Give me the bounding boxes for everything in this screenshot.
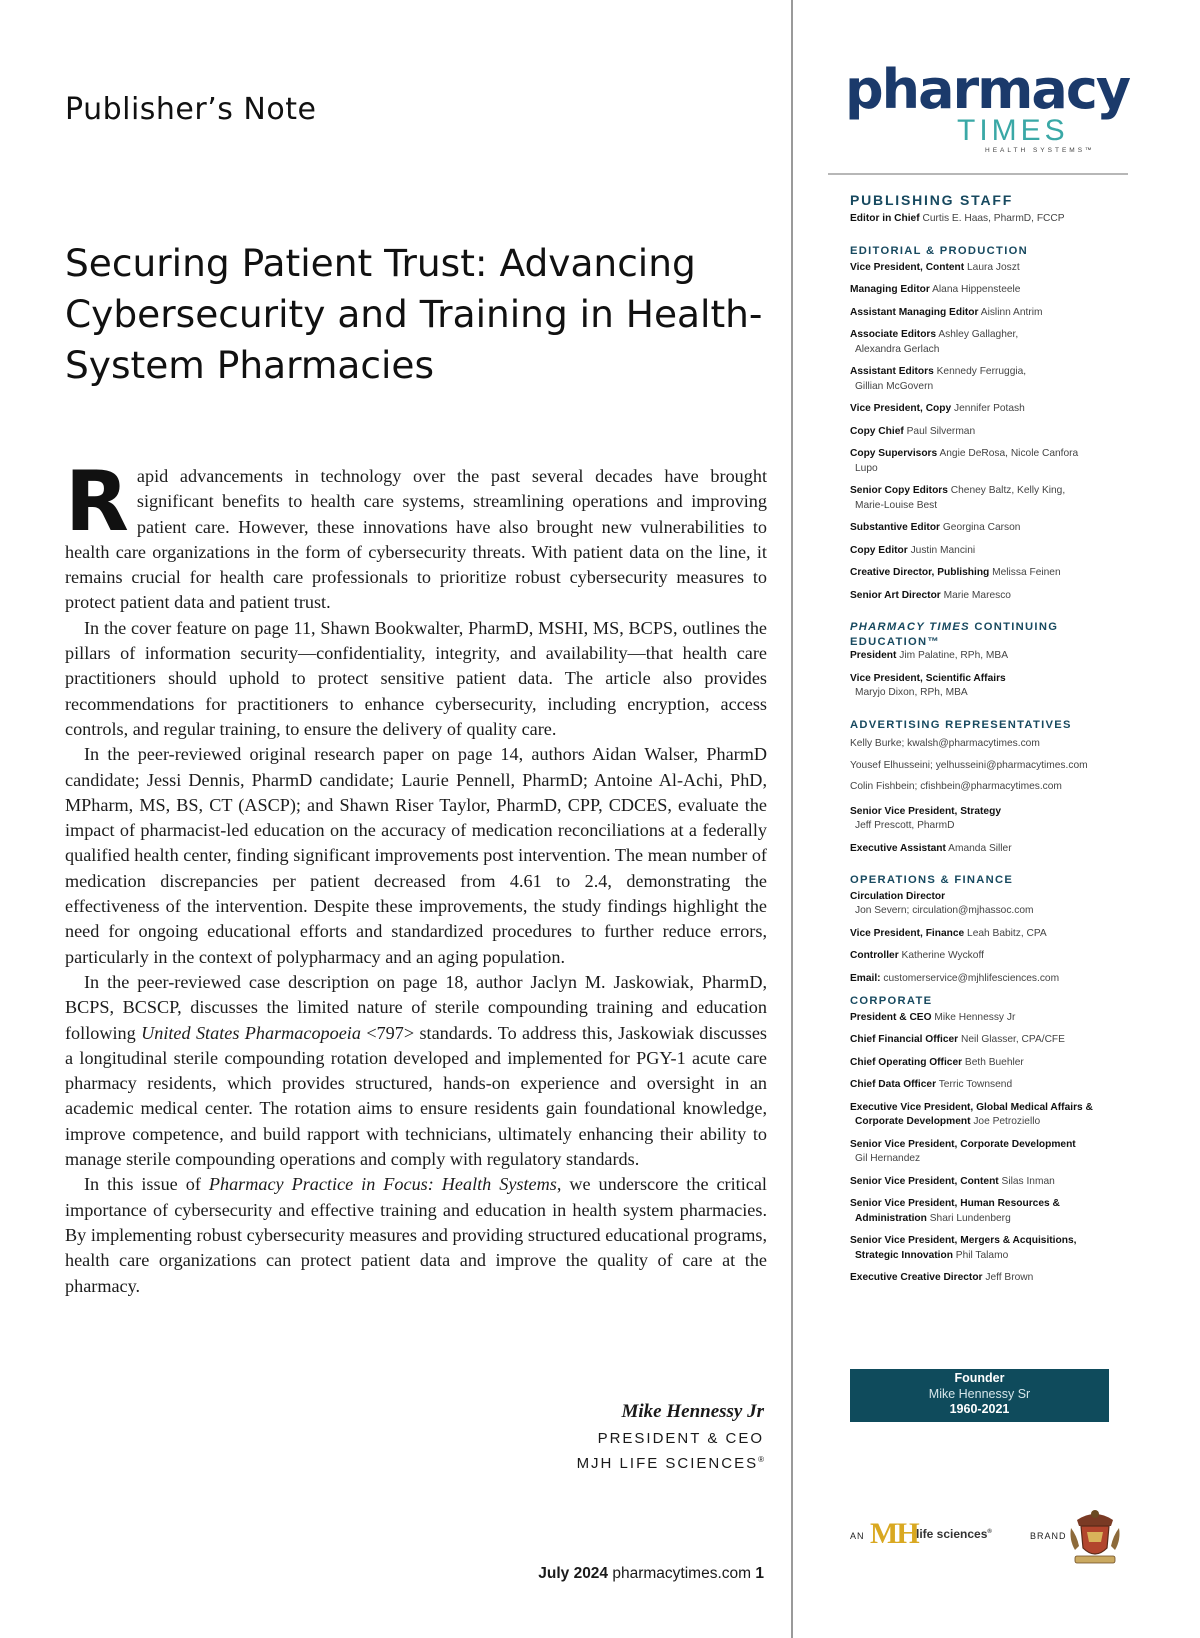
entry-name: Joe Petroziello <box>973 1116 1041 1127</box>
entry-name: Marie Maresco <box>943 589 1011 601</box>
masthead-entry <box>850 425 1150 440</box>
entry-role: Senior Art Director <box>850 589 941 601</box>
entry-role: Vice President, Copy <box>850 403 952 414</box>
entry-role: Copy Editor <box>850 544 908 556</box>
entry-name-line2: Gil Hernandez <box>855 1153 921 1164</box>
publishing-staff-heading: PUBLISHING STAFF <box>850 192 1014 208</box>
masthead-entry <box>850 1101 1150 1130</box>
entry-name: Silas Inman <box>1001 1175 1055 1187</box>
founder-name: Mike Hennessy Sr <box>928 1386 1031 1401</box>
paragraph-5-text-b: , we underscore the critical importance of cybersecurity and effective training and education in health system pharmacies. By implementing robust cybersecurity measures and providing structured educational programs, health care organizations can protect patient data and improve the quality of care at the pharmacy. <box>65 1174 767 1296</box>
entry-name: Katherine Wyckoff <box>901 950 984 961</box>
footer-site: pharmacytimes.com <box>612 1565 752 1582</box>
advertising-contact: Yousef Elhusseini; yelhusseini@pharmacytimes.com <box>850 759 1088 771</box>
masthead-entry <box>850 842 1150 857</box>
registered-mark: ® <box>758 1455 764 1464</box>
masthead-entry <box>850 805 1150 834</box>
entry-role: Senior Vice President, Strategy <box>850 805 1001 817</box>
logo-times-word: TIMES <box>957 114 1069 147</box>
paragraph-5-text-a: In this issue of <box>84 1174 209 1195</box>
entry-role: Circulation Director <box>850 890 946 902</box>
life-sciences-text: life sciences <box>916 1527 988 1541</box>
entry-role-line2: Administration <box>855 1212 927 1224</box>
entry-role: Vice President, Content <box>850 261 965 273</box>
entry-role: Senior Vice President, Mergers & Acquisitions, <box>850 1235 1077 1246</box>
entry-role-line2: Corporate Development <box>855 1116 971 1127</box>
entry-role: President & CEO <box>850 1011 932 1023</box>
page-footer <box>538 1565 764 1583</box>
masthead-entry <box>850 1033 1150 1048</box>
entry-role: Substantive Editor <box>850 522 941 533</box>
entry-role: Chief Financial Officer <box>850 1034 959 1045</box>
masthead-entry <box>850 949 1150 964</box>
footer-page-number: 1 <box>755 1565 764 1582</box>
entry-name: Jeff Brown <box>985 1272 1034 1283</box>
entry-role: Assistant Managing Editor <box>850 306 979 318</box>
entry-name-line2: Lupo <box>855 462 878 474</box>
ce-heading-italic: PHARMACY TIMES <box>850 621 970 633</box>
masthead-entry <box>850 1078 1150 1093</box>
masthead-entry <box>850 402 1150 417</box>
signature-title: PRESIDENT & CEO <box>597 1430 764 1447</box>
entry-name-line2: Gillian McGovern <box>855 380 934 392</box>
entry-name: Angie DeRosa, Nicole Canfora <box>939 448 1079 459</box>
logo-pharmacy-word: pharmacy <box>845 58 1130 121</box>
entry-name-line2: Marie-Louise Best <box>855 499 938 511</box>
masthead-entry <box>850 972 1150 987</box>
editorial-heading: EDITORIAL & PRODUCTION <box>850 245 1028 257</box>
masthead-entry <box>850 589 1150 604</box>
entry-name-line2: Jeff Prescott, PharmD <box>855 820 955 831</box>
masthead-entry <box>850 1011 1150 1026</box>
entry-role: Vice President, Finance <box>850 927 965 939</box>
brand-reg-mark: ® <box>987 1529 992 1535</box>
masthead-entry <box>850 1056 1150 1071</box>
brand-an: AN <box>850 1531 865 1541</box>
entry-role: Senior Vice President, Corporate Development <box>850 1138 1076 1150</box>
paragraph-4-italic: United States Pharmacopoeia <box>141 1022 361 1043</box>
paragraph-1 <box>65 453 767 616</box>
founder-label: Founder <box>954 1371 1005 1385</box>
masthead-entry <box>850 328 1150 357</box>
advertising-roles <box>850 805 1150 857</box>
editorial-list <box>850 261 1150 604</box>
ce-heading-line2: EDUCATION™ <box>850 635 940 648</box>
entry-role: Copy Supervisors <box>850 448 938 459</box>
masthead-entry <box>850 283 1150 298</box>
masthead-entry <box>850 1197 1150 1226</box>
entry-role: Associate Editors <box>850 329 937 340</box>
entry-role: Copy Chief <box>850 425 904 437</box>
founder-box <box>850 1369 1109 1422</box>
entry-name: Leah Babitz, CPA <box>967 927 1047 939</box>
entry-name: Laura Joszt <box>967 261 1020 273</box>
ce-list <box>850 649 1150 701</box>
operations-heading: OPERATIONS & FINANCE <box>850 874 1014 886</box>
entry-role: Executive Vice President, Global Medical Affairs & <box>850 1101 1093 1113</box>
paragraph-5-italic: Pharmacy Practice in Focus: Health Systems <box>208 1174 557 1195</box>
entry-name: Mike Hennessy Jr <box>934 1011 1016 1023</box>
paragraph-2: In the cover feature on page 11, Shawn Bookwalter, PharmD, MSHI, MS, BCPS, outlines the pillars of information security—confidentiality, integrity, and availability—that health care practitioners should uphold to protect sensitive patient data. The article also provides recommendations for practitioners to enhance cybersecurity, including encryption, access controls, and regular training, to ensure the delivery of quality care. <box>65 617 767 739</box>
editor-in-chief-role: Editor in Chief <box>850 212 920 224</box>
entry-name: Melissa Feinen <box>992 567 1061 578</box>
entry-role: Senior Vice President, Human Resources & <box>850 1198 1060 1209</box>
masthead-entry <box>850 261 1150 276</box>
entry-role: President <box>850 650 897 661</box>
article-body <box>65 453 767 1299</box>
masthead-entry <box>850 1271 1150 1286</box>
entry-name: Amanda Siller <box>948 842 1012 854</box>
ce-heading-rest: CONTINUING <box>974 621 1059 633</box>
advertising-heading: ADVERTISING REPRESENTATIVES <box>850 718 1072 731</box>
drop-cap: R <box>65 453 129 550</box>
section-kicker: Publisher’s Note <box>65 92 317 127</box>
entry-name: Kennedy Ferruggia, <box>936 366 1027 377</box>
advertising-contact: Kelly Burke; kwalsh@pharmacytimes.com <box>850 738 1040 749</box>
pharmacy-times-logo <box>845 58 1130 154</box>
entry-name: Terric Townsend <box>938 1079 1013 1090</box>
entry-role: Controller <box>850 950 899 961</box>
entry-role: Creative Director, Publishing <box>850 567 990 578</box>
paragraph-5 <box>65 1172 767 1298</box>
masthead-entry <box>850 649 1150 664</box>
entry-role: Senior Copy Editors <box>850 485 948 496</box>
masthead-entry <box>850 521 1150 536</box>
masthead-column <box>793 0 1200 1638</box>
signature-company <box>364 1455 764 1472</box>
masthead-entry <box>850 447 1150 476</box>
corporate-list <box>850 1011 1150 1286</box>
entry-name-line2: Maryjo Dixon, RPh, MBA <box>855 687 968 698</box>
paragraph-4 <box>65 970 767 1172</box>
article-headline: Securing Patient Trust: Advancing Cybersecurity and Training in Health-System Pharmacies <box>65 241 763 387</box>
entry-name: Paul Silverman <box>906 425 976 437</box>
entry-name-line2: Alexandra Gerlach <box>855 343 940 355</box>
logo-health-systems: HEALTH SYSTEMS™ <box>985 147 1095 154</box>
entry-role-line2: Strategic Innovation <box>855 1249 953 1261</box>
signature-company-text: MJH LIFE SCIENCES <box>576 1455 759 1472</box>
entry-role: Chief Data Officer <box>850 1079 937 1090</box>
entry-role: Executive Assistant <box>850 842 946 854</box>
entry-name: Jim Palatine, RPh, MBA <box>899 650 1008 661</box>
entry-name: Aislinn Antrim <box>980 306 1043 318</box>
entry-name: Phil Talamo <box>955 1249 1009 1261</box>
entry-role: Senior Vice President, Content <box>850 1175 999 1187</box>
masthead-entry <box>850 927 1150 942</box>
operations-list <box>850 890 1150 987</box>
entry-name: Georgina Carson <box>942 522 1021 533</box>
masthead-entry <box>850 566 1150 581</box>
founder-years: 1960-2021 <box>949 1402 1010 1416</box>
ce-heading <box>850 620 1150 649</box>
entry-role: Assistant Editors <box>850 366 934 377</box>
entry-name: Neil Glasser, CPA/CFE <box>960 1034 1065 1045</box>
mh-logo: MH <box>870 1517 918 1550</box>
logo-divider <box>828 173 1128 175</box>
editor-in-chief-name: Curtis E. Haas, PharmD, FCCP <box>922 212 1065 224</box>
entry-name: Jennifer Potash <box>954 403 1025 414</box>
paragraph-3: In the peer-reviewed original research paper on page 14, authors Aidan Walser, PharmD candidate; Jessi Dennis, PharmD candidate; Laurie Pennell, PharmD; Antoine Al-Achi, PhD, MPharm, MS, BS, CT (ASCP); and Shawn Riser Taylor, PharmD, CPP, CDCES, evaluate the impact of pharmacist-led education on the accuracy of medication reconciliations at a federally qualified health center, finding significant improvements post intervention. The mean number of medication discrepancies per patient decreased from 4.61 to 2.4, demonstrating the effectiveness of the intervention. Despite these improvements, the study findings highlight the need for ongoing educational efforts and standardized procedures to further reduce errors, particularly in the context of polypharmacy and an aging population. <box>65 744 767 967</box>
entry-name: Cheney Baltz, Kelly King, <box>950 485 1066 496</box>
corporate-heading: CORPORATE <box>850 995 933 1007</box>
brand-word: BRAND <box>1030 1531 1067 1541</box>
masthead-list <box>850 193 1150 1286</box>
entry-name: Alana Hippensteele <box>932 284 1021 295</box>
entry-role: Managing Editor <box>850 284 930 295</box>
entry-role: Chief Operating Officer <box>850 1056 963 1068</box>
masthead-entry <box>850 365 1150 394</box>
entry-role: Vice President, Scientific Affairs <box>850 672 1006 684</box>
masthead-entry <box>850 890 1150 919</box>
entry-name: Justin Mancini <box>910 544 976 556</box>
masthead-entry <box>850 1175 1150 1190</box>
paragraph-4-text-a: In the peer-reviewed case description on page 18, author Jaclyn M. Jaskowiak, PharmD, BCPS, BCSCP, discusses the limited nature of sterile compounding training and education following <box>65 971 767 1043</box>
entry-role: Executive Creative Director <box>850 1272 983 1283</box>
signature-name: Mike Hennessy Jr <box>621 1401 764 1422</box>
masthead-entry <box>850 1234 1150 1263</box>
family-crest-icon <box>1067 1506 1123 1568</box>
masthead-entry <box>850 306 1150 321</box>
masthead-entry <box>850 544 1150 559</box>
editor-in-chief <box>850 212 1150 227</box>
entry-name: Ashley Gallagher, <box>938 329 1019 340</box>
footer-date: July 2024 <box>538 1565 609 1582</box>
entry-name: Shari Lundenberg <box>929 1212 1011 1224</box>
advertising-contact: Colin Fishbein; cfishbein@pharmacytimes.com <box>850 781 1062 792</box>
masthead-entry <box>850 672 1150 701</box>
masthead-entry <box>850 1138 1150 1167</box>
entry-role: Email: <box>850 972 881 984</box>
brand-life-sciences <box>916 1527 992 1541</box>
masthead-entry <box>850 484 1150 513</box>
paragraph-1-text: apid advancements in technology over the past several decades have brought significant benefits to health care systems, streamlining operations and improving patient care. However, these innovations have also brought new vulnerabilities to health care organizations in the form of cybersecurity threats. With patient data on the line, it remains crucial for health care professionals to prioritize robust cybersecurity measures to protect patient data and patient trust. <box>65 466 767 613</box>
advertising-list <box>850 737 1150 795</box>
entry-name: Beth Buehler <box>964 1056 1024 1068</box>
entry-name: customerservice@mjhlifesciences.com <box>883 972 1060 984</box>
entry-name-line2: Jon Severn; circulation@mjhassoc.com <box>855 905 1034 916</box>
paragraph-4-text-b: <797> standards. To address this, Jaskowiak discusses a longitudinal sterile compounding rotation developed and implemented for PGY-1 acute care pharmacy residents, which provides structured, hands-on experience and oversight in an academic medical center. The rotation aims to ensure residents gain foundational knowledge, improve competence, and build rapport with technicians, ultimately enhancing their ability to manage sterile compounding operations and comply with regulatory standards. <box>65 1022 767 1170</box>
